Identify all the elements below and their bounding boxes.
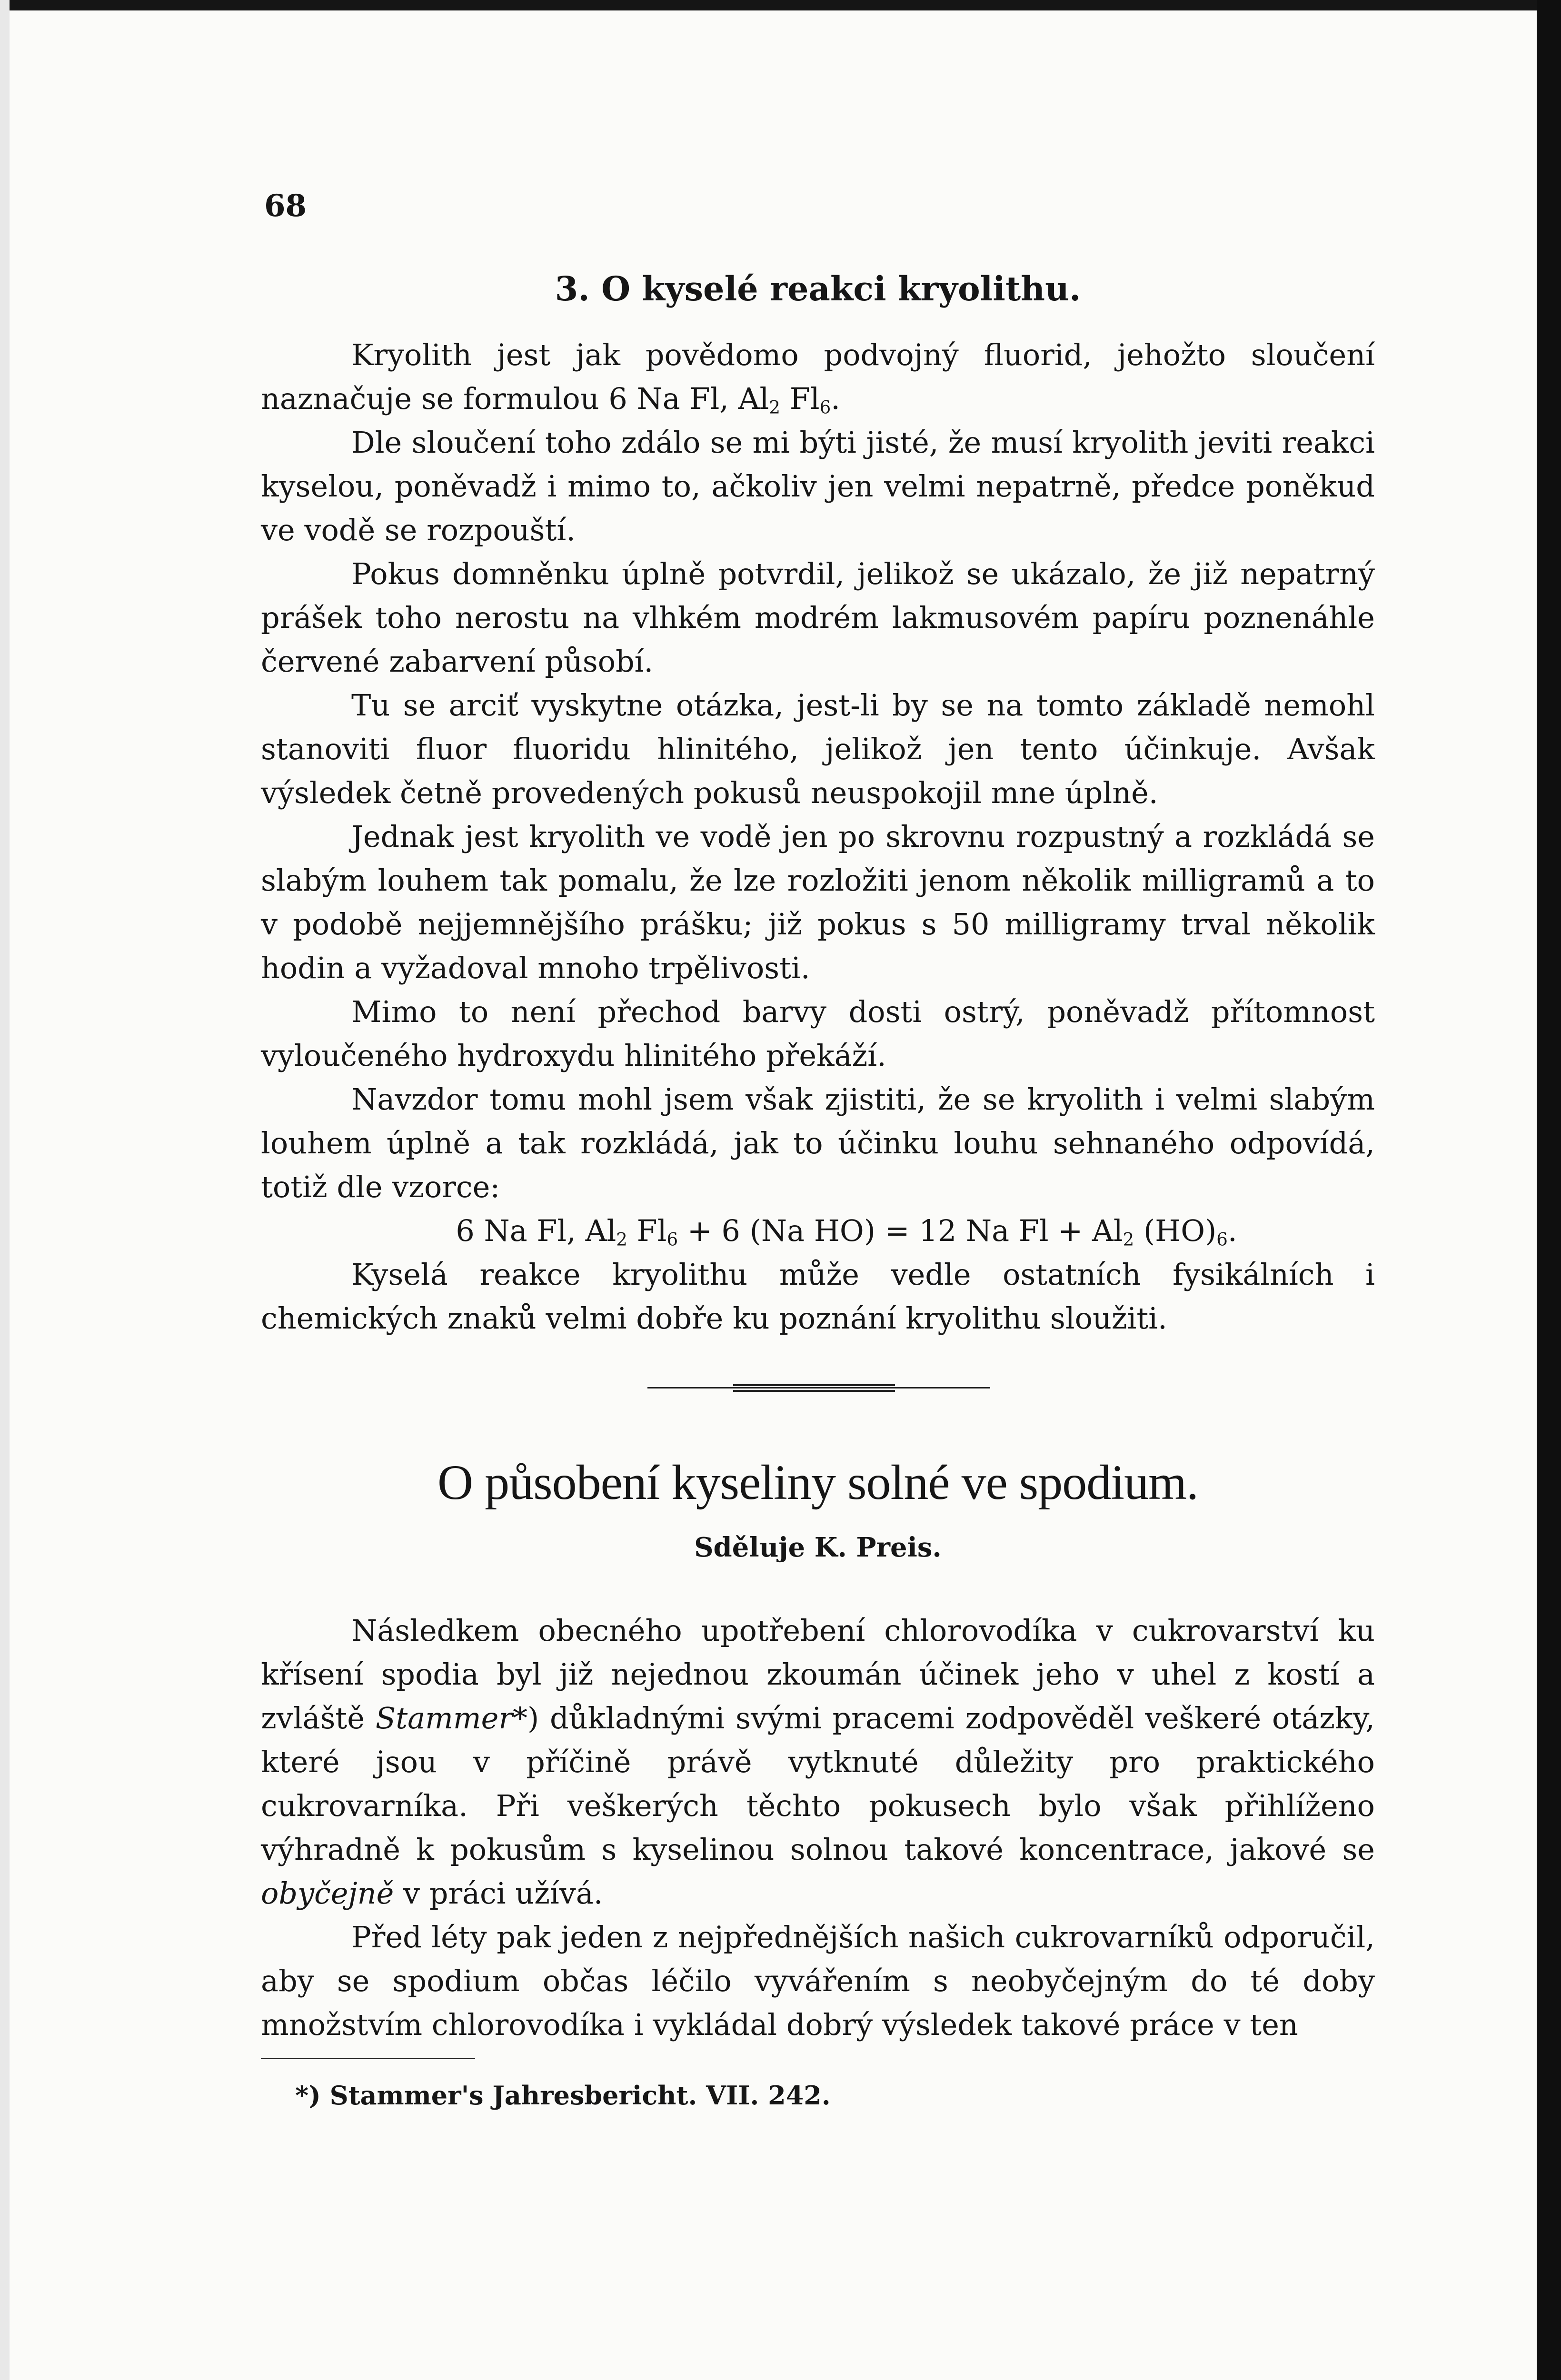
paragraph: Před léty pak jeden z nejpřednějších našich cukrovarníků odporučil, aby se spodium občas léčilo vyvářením s neobyčejným do té doby množstvím chlorovodíka i vykládal dobrý výsledek takové práce v ten xyxy=(261,1920,1375,2042)
divider-line xyxy=(647,1387,990,1388)
section-divider xyxy=(647,1380,990,1395)
paragraph: Navzdor tomu mohl jsem však zjistiti, že se kryolith i velmi slabým louhem úplně a tak rozkládá, jak to účinku louhu sehnaného odpovídá, totiž dle vzorce: xyxy=(261,1082,1375,1204)
article-body xyxy=(261,1609,1375,2047)
scan-edge-top xyxy=(0,0,1561,10)
paragraph: Tu se arciť vyskytne otázka, jest-li by se na tomto základě nemohl stanoviti fluor fluoridu hlinitého, jelikož jen tento účinkuje. Avšak výsledek četně provedených pokusů neuspokojil mne úplně. xyxy=(261,688,1375,810)
chemical-formula: 6 Na Fl, $Al_2$ $Fl_6 + 6$ (Na HO) = 12 Na $Fl + Al_2$ $(HO)_6$. xyxy=(456,1213,1237,1250)
paragraph: Mimo to není přechod barvy dosti ostrý, poněvadž přítomnost vyloučeného hydroxydu hlinitého překáží. xyxy=(261,994,1375,1073)
article-byline: Sděluje K. Preis. xyxy=(694,1532,942,1563)
scan-edge-left xyxy=(0,0,10,2380)
paragraph: Dle sloučení toho zdálo se mi býti jisté, že musí kryolith jeviti reakci kyselou, poněvadž i mimo to, ačkoliv jen velmi nepatrně, předce poněkud ve vodě se rozpouští. xyxy=(261,425,1375,547)
scan-edge-right xyxy=(1537,0,1561,2380)
paragraph: Kryolith jest jak povědomo podvojný fluorid, jehožto sloučení naznačuje se formulou 6 Na Fl, $Al_2$ $Fl_6$. xyxy=(261,337,1375,418)
section-heading: 3. O kyselé reakci kryolithu. xyxy=(555,269,1081,308)
article-title: O působení kyseliny solné ve spodium. xyxy=(437,1455,1198,1510)
footnote-rule xyxy=(261,2058,475,2059)
divider-line xyxy=(733,1384,895,1386)
footnote: *) Stammer's Jahresbericht. VII. 242. xyxy=(295,2080,831,2111)
paragraph: Kyselá reakce kryolithu může vedle ostatních fysikálních i chemických znaků velmi dobře ku poznání kryolithu sloužiti. xyxy=(261,1257,1375,1336)
section-body xyxy=(261,333,1375,1340)
paragraph: Následkem obecného upotřebení chlorovodíka v cukrovarství ku křísení spodia byl již nejednou zkoumán účinek jeho v uhel z kostí a zvláště Stammer*) důkladnými svými pracemi zodpověděl veškeré otázky, které jsou v příčině právě vytknuté důležity pro praktického cukrovarníka. Při veškerých těchto pokusech bylo však přihlíženo výhradně k pokusům s kyselinou solnou takové koncentrace, jakové se obyčejně v práci užívá. xyxy=(261,1613,1375,1911)
paragraph: Pokus domněnku úplně potvrdil, jelikož se ukázalo, že již nepatrný prášek toho nerostu na vlhkém modrém lakmusovém papíru poznenáhle červené zabarvení působí. xyxy=(261,556,1375,679)
page-number: 68 xyxy=(264,188,307,224)
divider-line xyxy=(733,1390,895,1392)
paragraph: Jednak jest kryolith ve vodě jen po skrovnu rozpustný a rozkládá se slabým louhem tak pomalu, že lze rozložiti jenom několik milligramů a to v podobě nejjemnějšího prášku; již pokus s 50 milligramy trval několik hodin a vyžadoval mnoho trpělivosti. xyxy=(261,819,1375,985)
